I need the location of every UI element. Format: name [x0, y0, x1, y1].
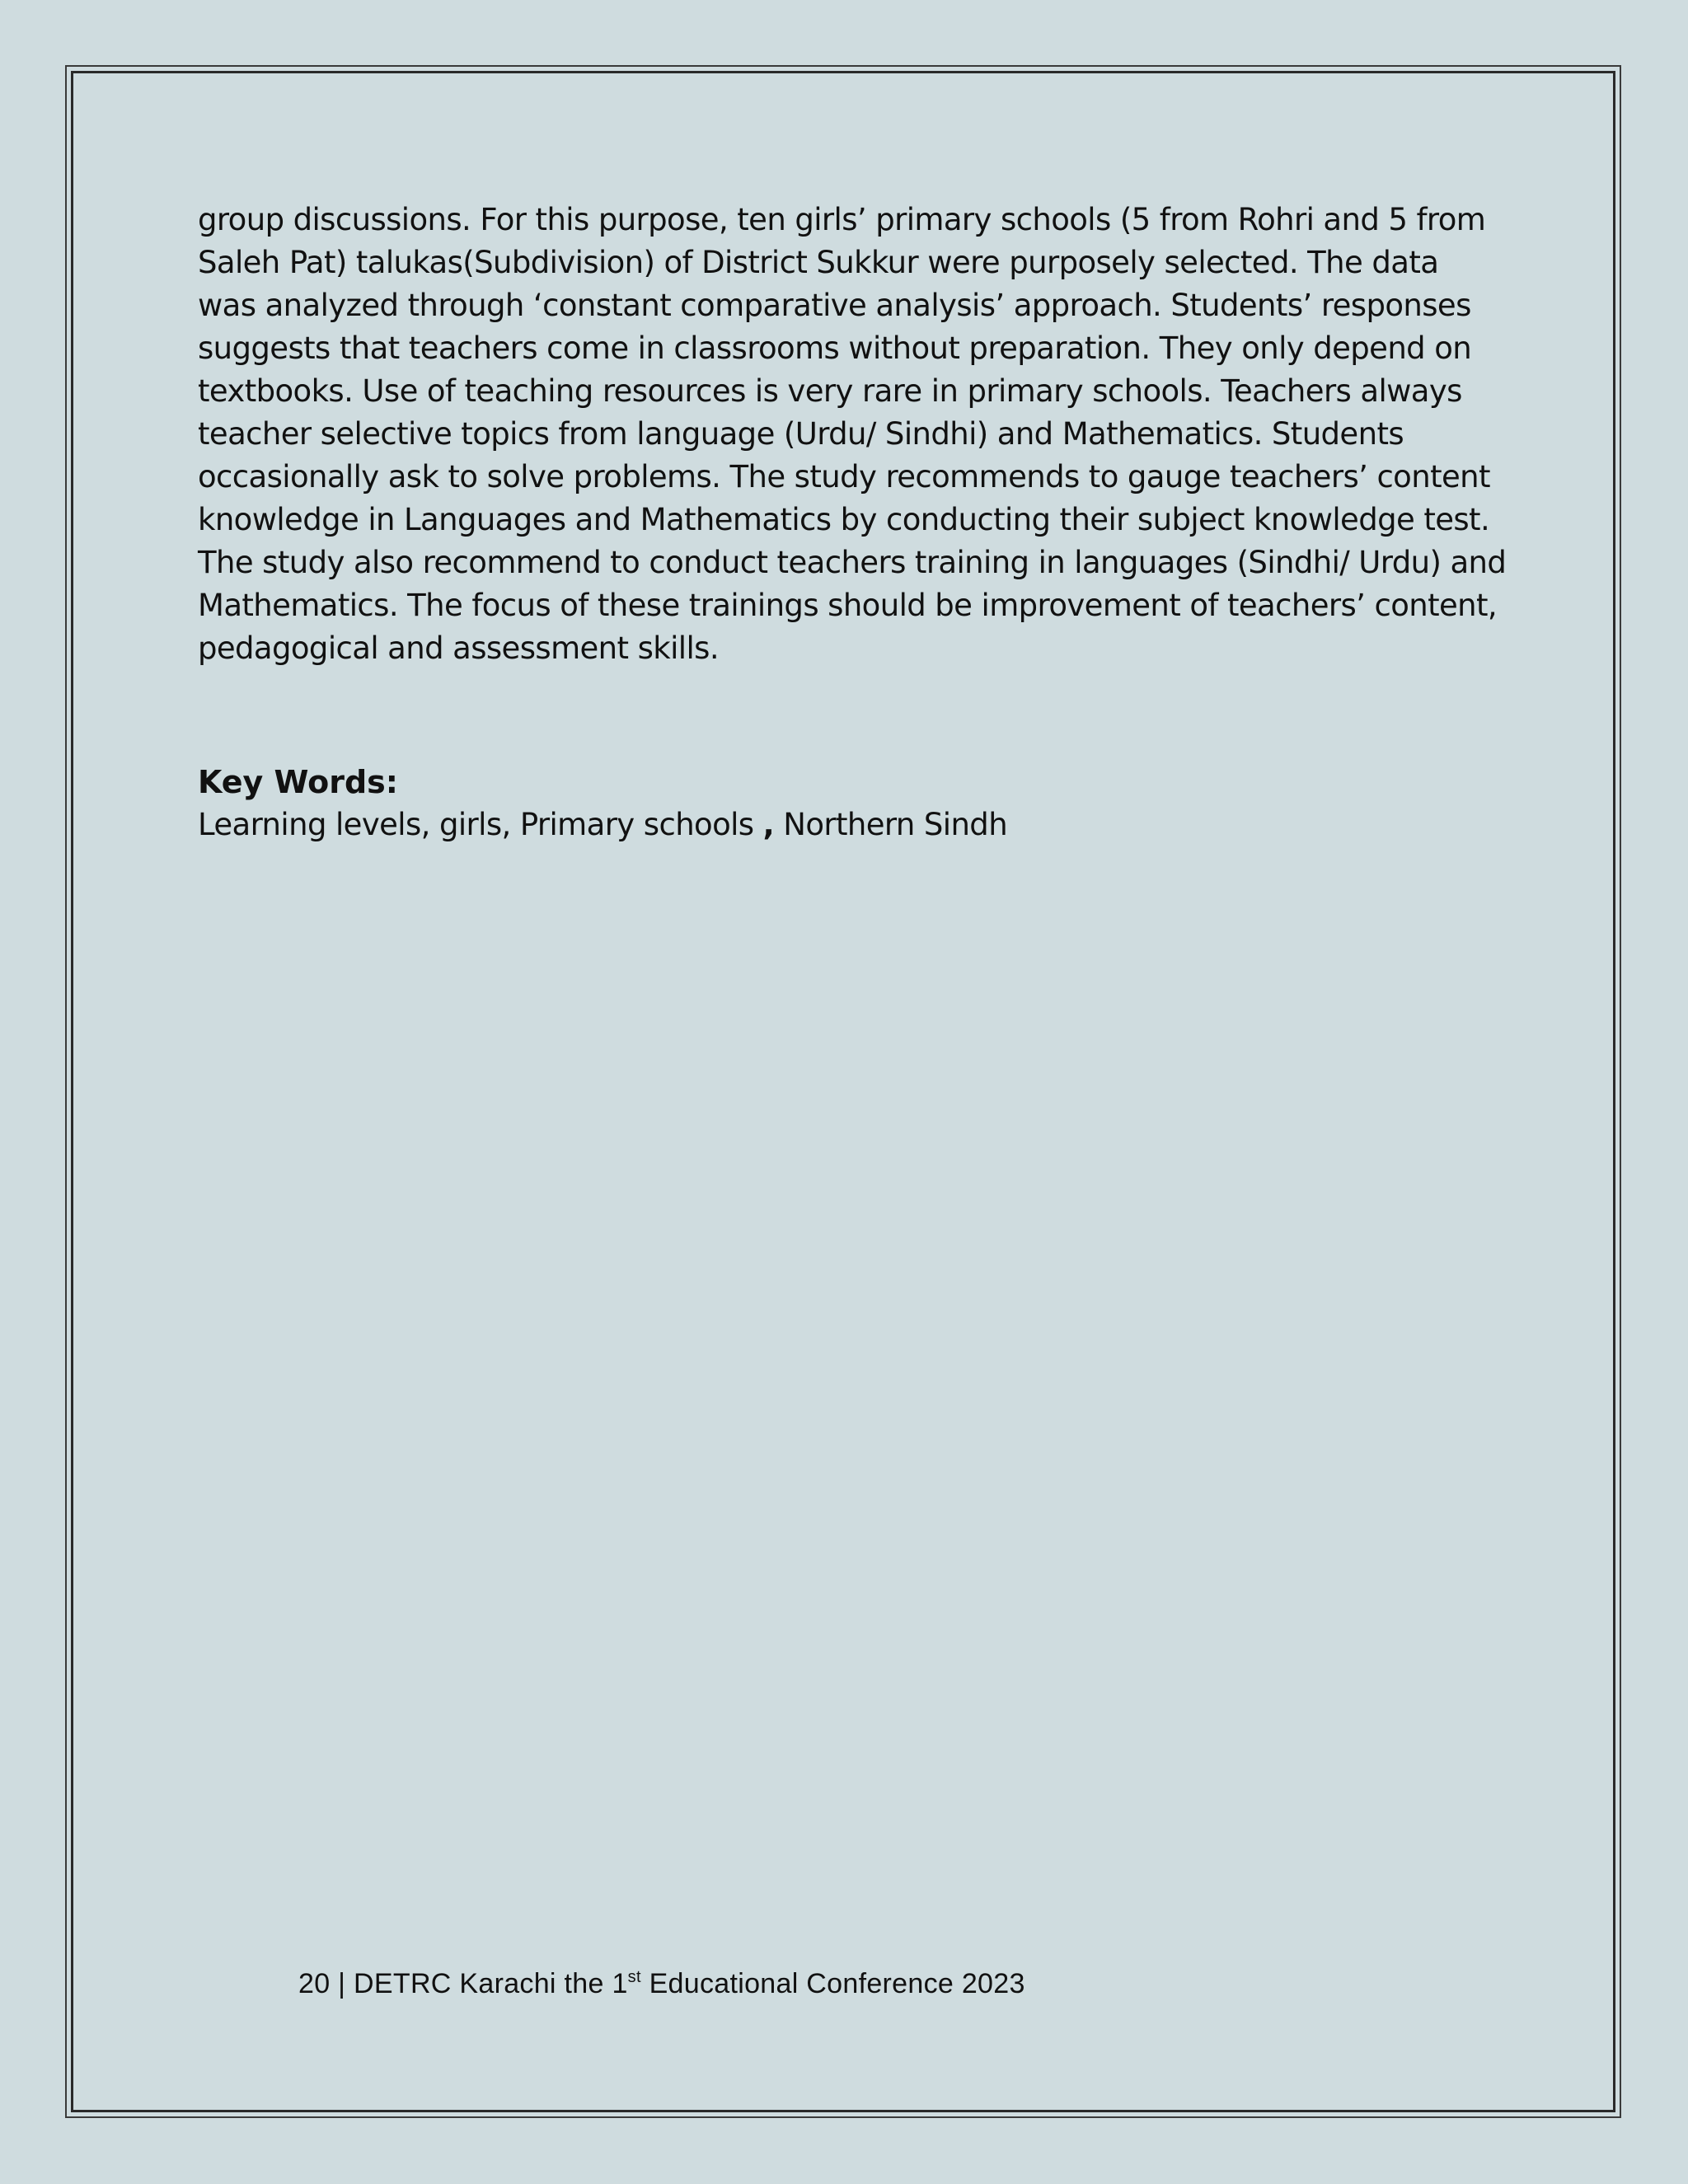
keywords-separator: , [762, 807, 775, 842]
keywords-list-part2: Northern Sindh [774, 807, 1008, 842]
footer-text: DETRC Karachi the 1 [354, 1968, 628, 1999]
page-number: 20 [298, 1968, 331, 1999]
keywords-heading: Key Words: [198, 764, 398, 800]
keywords-list-part1: Learning levels, girls, Primary schools [198, 807, 763, 842]
abstract-body-text: group discussions. For this purpose, ten girls’ primary schools (5 from Rohri and 5 from Saleh Pat) talukas(Subdivision) of District Sukkur were purposely selected. The data was analyzed through ‘constant comparative analysis’ approach. Students’ responses suggests that teachers come in classrooms without preparation. They only depend on textbooks. Use of teaching resources is very rare in primary schools. Teachers always teacher selective topics from language (Urdu/ Sindhi) and Mathematics. Students occasionally ask to solve problems. The study recommends to gauge teachers’ content knowledge in Languages and Mathematics by conducting their subject knowledge test. The study also recommend to conduct teachers training in languages (Sindhi/ Urdu) and Mathematics. The focus of these trainings should be improvement of teachers’ content, pedagogical and assessment skills. [198, 202, 1507, 666]
footer-text-end: Educational Conference 2023 [640, 1968, 1025, 1999]
footer-divider: | [330, 1968, 354, 1999]
keywords-list [198, 804, 1007, 846]
footer-superscript: st [627, 1968, 641, 1986]
page-footer [298, 1966, 1025, 2002]
